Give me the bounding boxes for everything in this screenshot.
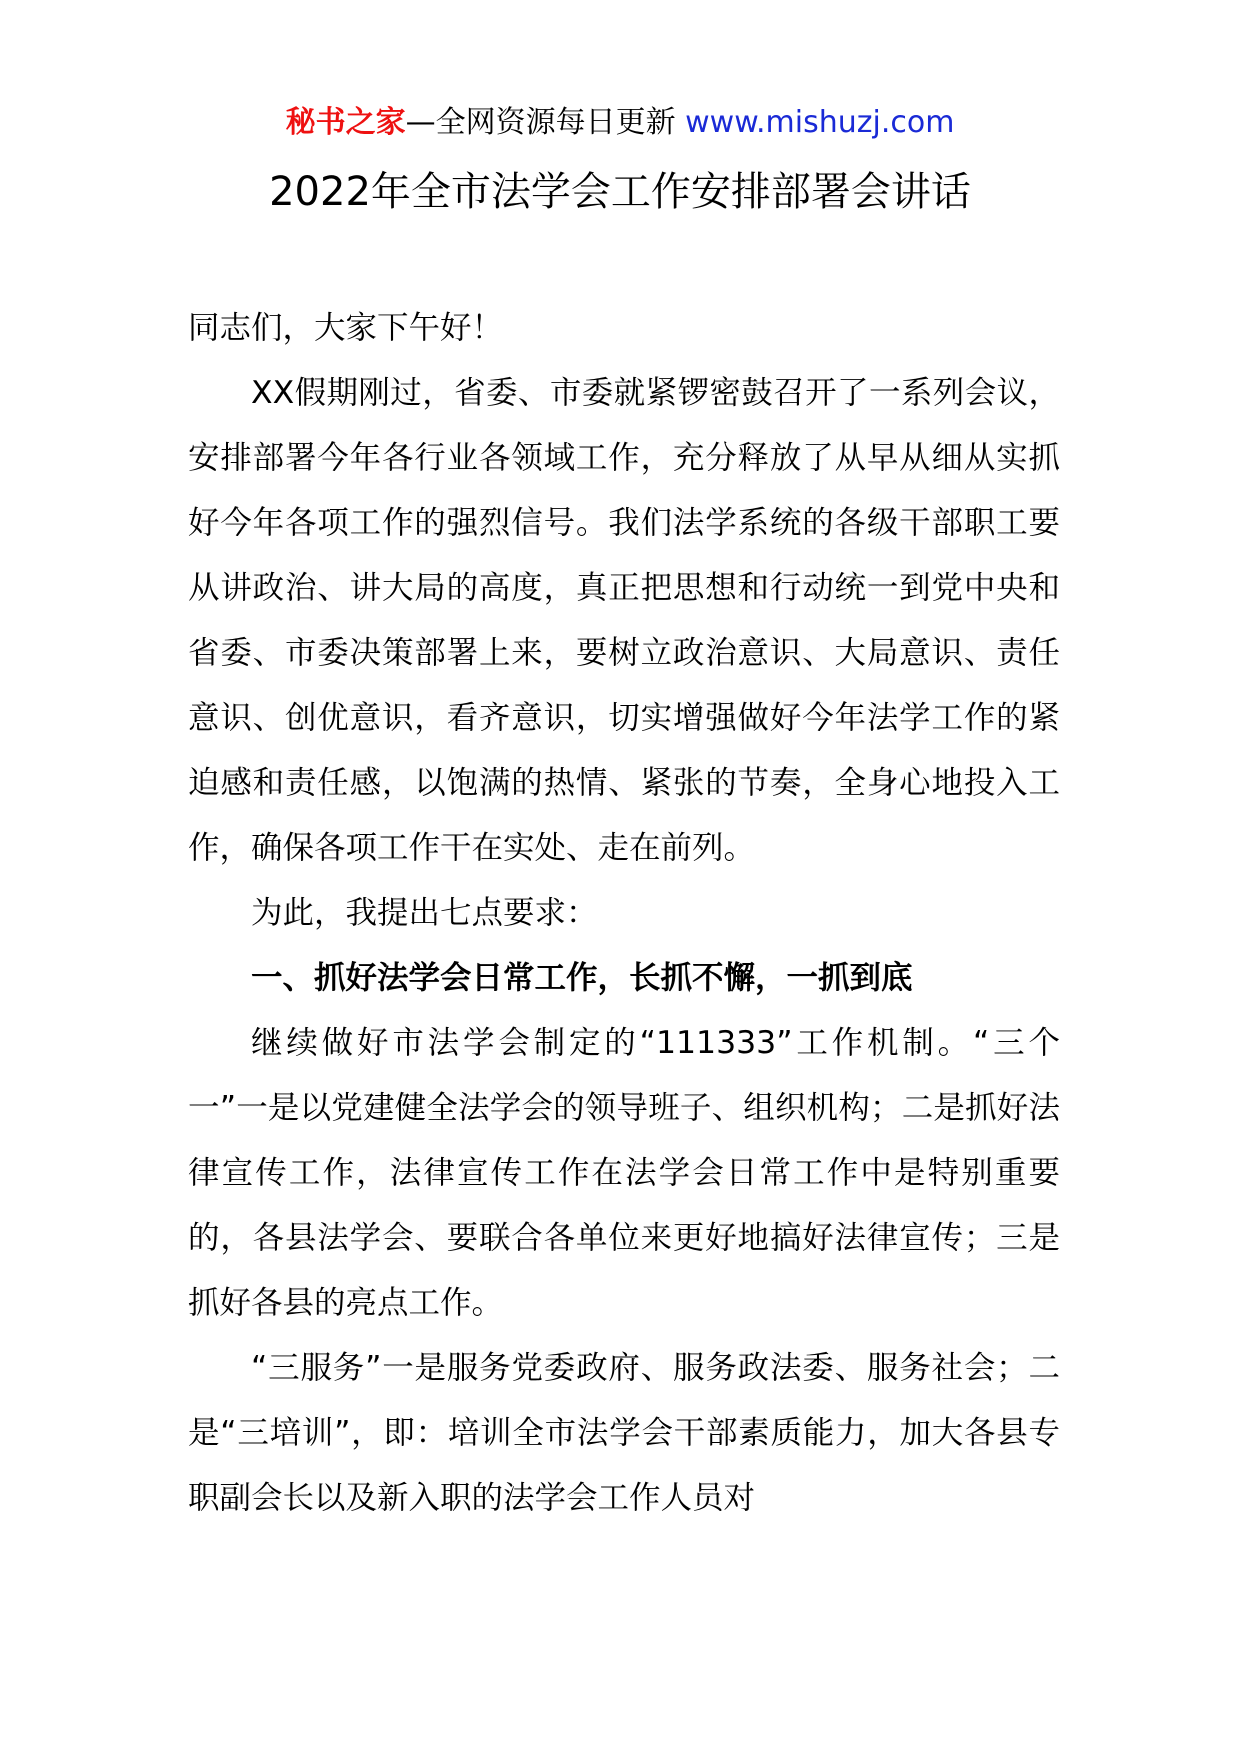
body-paragraph: 继续做好市法学会制定的“111333”工作机制。“三个一”一是以党建健全法学会的领导班子、组织机构；二是抓好法律宣传工作，法律宣传工作在法学会日常工作中是特别重要的，各县法学会、要联合各单位来更好地搞好法律宣传；三是抓好各县的亮点工作。 xyxy=(188,1025,1060,1321)
site-url-link[interactable]: www.mishuzj.com xyxy=(685,105,955,140)
site-brand: 秘书之家 xyxy=(285,105,406,140)
body-paragraph: “三服务”一是服务党委政府、服务政法委、服务社会；二是“三培训”，即：培训全市法学会干部素质能力，加大各县专职副会长以及新入职的法学会工作人员对 xyxy=(188,1350,1060,1516)
site-banner xyxy=(0,103,1240,143)
greeting: 同志们，大家下午好！ xyxy=(188,310,504,346)
document-title: 2022年全市法学会工作安排部署会讲话 xyxy=(269,169,971,215)
section-heading: 一、抓好法学会日常工作，长抓不懈，一抓到底 xyxy=(251,960,913,996)
document-body xyxy=(188,296,1060,1531)
body-paragraph: XX假期刚过，省委、市委就紧锣密鼓召开了一系列会议，安排部署今年各行业各领域工作，充分释放了从早从细从实抓好今年各项工作的强烈信号。我们法学系统的各级干部职工要从讲政治、讲大局的高度，真正把思想和行动统一到党中央和省委、市委决策部署上来，要树立政治意识、大局意识、责任意识、创优意识，看齐意识，切实增强做好今年法学工作的紧迫感和责任感，以饱满的热情、紧张的节奏，全身心地投入工作，确保各项工作干在实处、走在前列。 xyxy=(188,375,1060,866)
site-tagline: —全网资源每日更新 xyxy=(405,105,676,140)
body-paragraph: 为此，我提出七点要求： xyxy=(251,895,598,931)
